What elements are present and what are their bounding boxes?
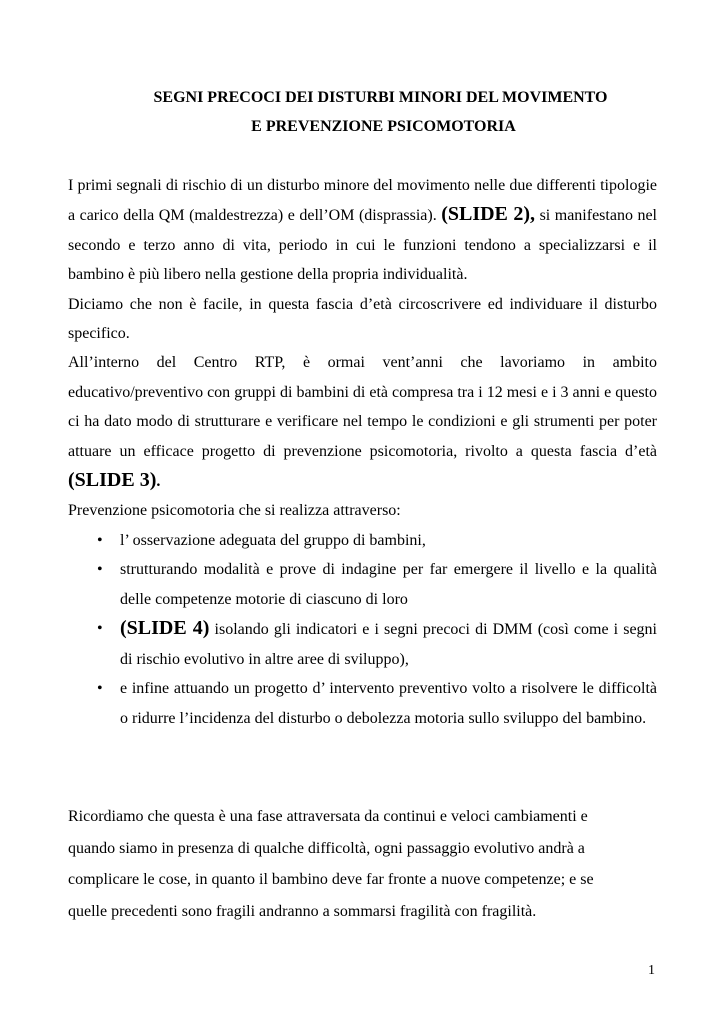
closing-line-1: Ricordiamo che questa è una fase attraversata da continui e veloci cambiamenti e bbox=[68, 808, 588, 825]
slide-reference-4: (SLIDE 4) bbox=[120, 617, 210, 640]
closing-line-3: complicare le cose, in quanto il bambino deve far fronte a nuove competenze; e se bbox=[68, 871, 594, 889]
page-number: 1 bbox=[648, 963, 655, 978]
paragraph-intro-text-b: si manifestano nel secondo e terzo anno di vita, periodo in cui le funzioni tendono a specializzarsi e il bambino è più libero nella gestione della propria individualità. bbox=[68, 207, 657, 284]
bullet-text-1: l’ osservazione adeguata del gruppo di bambini, bbox=[120, 531, 426, 549]
slide-reference-2: (SLIDE 2), bbox=[441, 203, 536, 226]
bullet-icon: • bbox=[97, 561, 103, 579]
paragraph-centre-text-a: All’interno del Centro RTP, è ormai vent’anni che lavoriamo in ambito educativo/preventivo con gruppi di bambini di età compresa tra i 12 mesi e i 3 anni e questo ci ha dato modo di strutturare e verificare nel tempo le condizioni e gli strumenti per poter attuare un efficace progetto di prevenzione psicomotoria, rivolto a questa fascia d’età bbox=[68, 354, 657, 460]
closing-line-2: quando siamo in presenza di qualche difficoltà, ogni passaggio evolutivo andrà a bbox=[68, 839, 585, 857]
slide-reference-3: (SLIDE 3) bbox=[68, 469, 157, 492]
paragraph-prevention-intro: Prevenzione psicomotoria che si realizza attraverso: bbox=[68, 502, 401, 520]
list-item bbox=[68, 614, 657, 674]
bullet-text-4: e infine attuando un progetto d’ intervento preventivo volto a risolvere le difficoltà o ridurre l’incidenza del disturbo o debolezza motoria sullo sviluppo del bambino. bbox=[120, 680, 657, 727]
paragraph-intro-text-a: I primi segnali di rischio di un disturbo minore del movimento nelle due differenti tipologie a carico della QM (maldestrezza) e dell’OM (disprassia). bbox=[68, 177, 657, 225]
document-title-line-1: SEGNI PRECOCI DEI DISTURBI MINORI DEL MOVIMENTO bbox=[153, 89, 608, 106]
list-item bbox=[68, 526, 657, 556]
bullet-icon: • bbox=[97, 620, 103, 638]
bullet-icon: • bbox=[97, 531, 103, 549]
bullet-text-2: strutturando modalità e prove di indagine per far emergere il livello e la qualità delle competenze motorie di ciascuno di loro bbox=[120, 561, 657, 608]
document-body bbox=[68, 171, 657, 733]
bullet-icon: • bbox=[97, 680, 103, 698]
bullet-list bbox=[68, 526, 657, 734]
paragraph-closing bbox=[68, 801, 658, 927]
paragraph-difficulty: Diciamo che non è facile, in questa fascia d’età circoscrivere ed individuare il disturbo specifico. bbox=[68, 295, 657, 343]
paragraph-centre-rtp bbox=[68, 348, 657, 496]
document-title-line-2: E PREVENZIONE PSICOMOTORIA bbox=[251, 118, 516, 135]
paragraph-intro bbox=[68, 171, 657, 290]
list-item bbox=[68, 674, 657, 733]
list-item bbox=[68, 555, 657, 614]
closing-line-4: quelle precedenti sono fragili andranno a sommarsi fragilità con fragilità. bbox=[68, 902, 537, 920]
bullet-text-3: isolando gli indicatori e i segni precoci di DMM (così come i segni di rischio evolutivo in altre aree di sviluppo), bbox=[120, 621, 657, 668]
paragraph-centre-text-b: . bbox=[156, 473, 161, 491]
